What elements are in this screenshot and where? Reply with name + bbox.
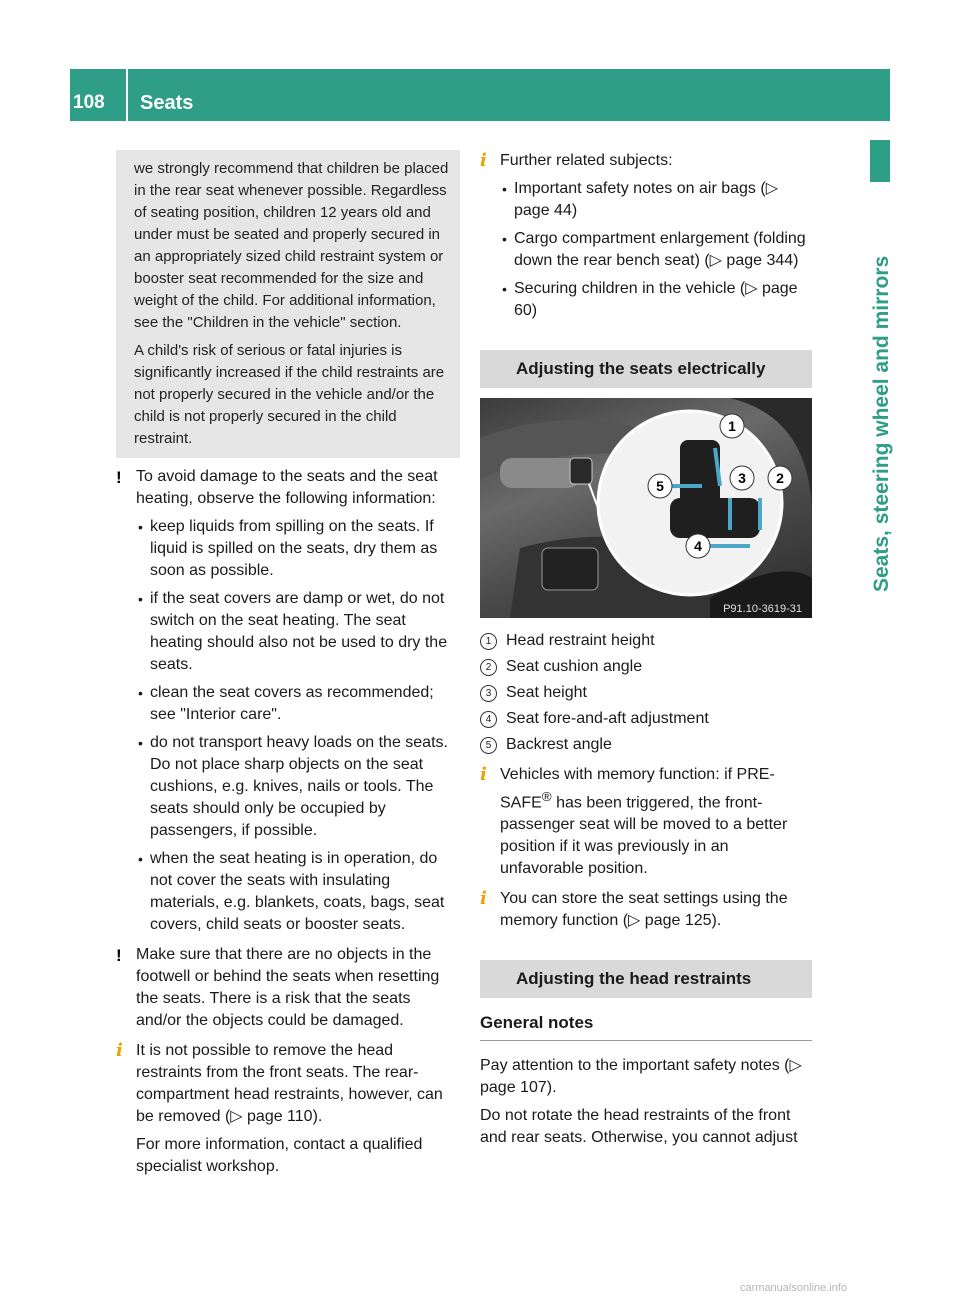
note-text-part: Vehicles with memory function: if PRE-SAFE bbox=[500, 766, 775, 812]
exclamation-icon: ! bbox=[116, 946, 122, 965]
legend-item bbox=[480, 656, 812, 678]
page-number: 108 bbox=[73, 92, 105, 113]
legend-text: Head restraint height bbox=[506, 632, 655, 649]
callout-2: 2 bbox=[776, 470, 784, 486]
door-handle-shape bbox=[500, 458, 580, 488]
section-heading: Adjusting the seats electrically bbox=[480, 350, 812, 388]
warning-paragraph: we strongly recommend that children be placed in the rear seat whenever possible. Regardless of seating position, children 12 years old and under must be seated and properly secured in an appropriately sized child restraint system or booster seat recommended for the size and weight of the child. For additional information, see the "Children in the vehicle" section. bbox=[134, 160, 449, 331]
list-item: • Cargo compartment enlargement (folding down the rear bench seat) (▷ page 344) bbox=[500, 228, 812, 272]
subsection-heading: General notes bbox=[480, 1012, 812, 1041]
window-switch-panel bbox=[542, 548, 598, 590]
legend-text: Seat cushion angle bbox=[506, 658, 643, 675]
list-item: • Important safety notes on air bags (▷ page 44) bbox=[500, 178, 812, 222]
right-column bbox=[480, 150, 812, 1149]
info-note-presafe bbox=[480, 764, 812, 880]
note-text-part: has been triggered, the front-passenger seat will be moved to a better position if it was previously in an unfavorable position. bbox=[500, 794, 788, 878]
page-title: Seats bbox=[140, 92, 194, 114]
seat-cushion-switch bbox=[670, 498, 760, 538]
caution-note-seat-damage bbox=[116, 466, 460, 936]
left-column bbox=[116, 150, 460, 1178]
caution-note-objects bbox=[116, 944, 460, 1032]
watermark: carmanualsonline.info bbox=[740, 1282, 848, 1294]
legend-number: 5 bbox=[480, 737, 497, 754]
body-paragraph: Do not rotate the head restraints of the front and rear seats. Otherwise, you cannot adjust bbox=[480, 1107, 798, 1147]
info-icon: i bbox=[480, 888, 487, 910]
callout-5: 5 bbox=[656, 478, 664, 494]
legend-text: Seat height bbox=[506, 684, 587, 701]
seat-controls-figure bbox=[480, 398, 812, 618]
info-icon: i bbox=[480, 764, 487, 785]
legend-item bbox=[480, 708, 812, 730]
note-text: You can store the seat settings using the memory function (▷ page 125). bbox=[500, 890, 788, 930]
info-note-memory bbox=[480, 888, 812, 932]
list-item: • when the seat heating is in operation, do not cover the seats with insulating materials, e.g. blankets, coats, bags, seat covers, child seats or booster seats. bbox=[136, 848, 460, 936]
header-divider bbox=[126, 69, 128, 121]
info-icon: i bbox=[480, 150, 487, 171]
callout-3: 3 bbox=[738, 470, 746, 486]
note-text: Make sure that there are no objects in the footwell or behind the seats when resetting the seats. There is a risk that the seats and/or the objects could be damaged. bbox=[136, 946, 440, 1029]
legend-number: 2 bbox=[480, 659, 497, 676]
legend-text: Backrest angle bbox=[506, 736, 612, 753]
info-note-head-restraints bbox=[116, 1040, 460, 1178]
bullet-list bbox=[136, 516, 460, 936]
figure-legend bbox=[480, 630, 812, 756]
legend-text: Seat fore-and-aft adjustment bbox=[506, 710, 709, 727]
list-item: • do not transport heavy loads on the seats. Do not place sharp objects on the seat cushions, e.g. knives, nails or tools. The seats should only be occupied by passengers, if possible. bbox=[136, 732, 460, 842]
callout-4: 4 bbox=[694, 538, 702, 554]
seat-controls-illustration bbox=[480, 398, 812, 618]
note-text: For more information, contact a qualified specialist workshop. bbox=[136, 1136, 423, 1175]
note-text: It is not possible to remove the head restraints from the front seats. The rear-compartment head restraints, however, can be removed (▷ page 110). bbox=[136, 1042, 443, 1125]
legend-item bbox=[480, 630, 812, 652]
section-heading: Adjusting the head restraints bbox=[480, 960, 812, 998]
exclamation-icon: ! bbox=[116, 468, 122, 487]
legend-number: 3 bbox=[480, 685, 497, 702]
note-text bbox=[500, 764, 812, 880]
info-note-related bbox=[480, 150, 812, 322]
warning-paragraph: A child's risk of serious or fatal injuries is significantly increased if the child restraints are not properly secured in the vehicle and/or the child is not properly secured in the child restraint. bbox=[134, 342, 445, 447]
figure-code: P91.10-3619-31 bbox=[723, 603, 802, 615]
note-text: To avoid damage to the seats and the seat heating, observe the following information: bbox=[136, 468, 438, 507]
note-text: Further related subjects: bbox=[500, 152, 673, 169]
bullet-list bbox=[500, 178, 812, 322]
list-item: • if the seat covers are damp or wet, do not switch on the seat heating. The seat heating should also not be used to dry the seats. bbox=[136, 588, 460, 676]
callout-1: 1 bbox=[728, 418, 736, 434]
legend-number: 4 bbox=[480, 711, 497, 728]
list-item: • clean the seat covers as recommended; see "Interior care". bbox=[136, 682, 460, 726]
list-item: • Securing children in the vehicle (▷ page 60) bbox=[500, 278, 812, 322]
side-tab-label: Seats, steering wheel and mirrors bbox=[870, 255, 893, 592]
legend-item bbox=[480, 734, 812, 756]
warning-box bbox=[116, 150, 460, 458]
registered-mark: ® bbox=[541, 789, 552, 804]
info-icon: i bbox=[116, 1040, 123, 1061]
seat-switch-small bbox=[570, 458, 592, 484]
legend-item bbox=[480, 682, 812, 704]
list-item: • keep liquids from spilling on the seats. If liquid is spilled on the seats, dry them as soon as possible. bbox=[136, 516, 460, 582]
body-paragraph: Pay attention to the important safety notes (▷ page 107). bbox=[480, 1057, 802, 1097]
legend-number: 1 bbox=[480, 633, 497, 650]
